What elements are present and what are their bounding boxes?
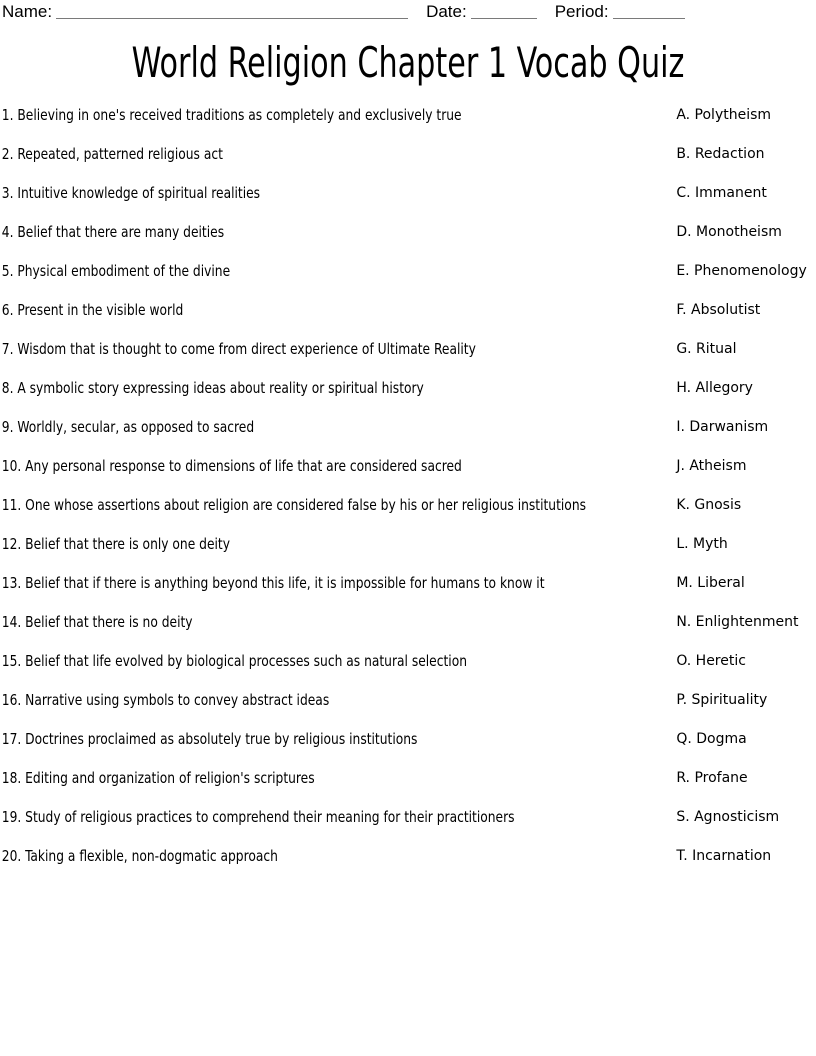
quiz-row [0,806,816,828]
question-item: 10. Any personal response to dimensions of life that are considered sacred [1,457,462,475]
quiz-row [0,143,816,165]
period-label: Period: [554,2,609,21]
question-item: 4. Belief that there are many deities [1,223,225,241]
quiz-row [0,767,816,789]
quiz-row [0,650,816,672]
question-item: 20. Taking a flexible, non-dogmatic approach [1,847,278,865]
quiz-row [0,572,816,594]
quiz-row [0,299,816,321]
question-item: 17. Doctrines proclaimed as absolutely true by religious institutions [1,730,418,748]
quiz-row [0,611,816,633]
quiz-row [0,416,816,438]
quiz-row [0,260,816,282]
answer-choice[interactable]: A. Polytheism [676,107,772,123]
question-item: 19. Study of religious practices to comprehend their meaning for their practitioners [1,808,515,826]
answer-choice[interactable]: I. Darwanism [676,419,769,435]
question-item: 11. One whose assertions about religion are considered false by his or her religious institutions [1,496,586,514]
page-title: World Religion Chapter 1 Vocab Quiz [131,38,685,87]
answer-choice[interactable]: G. Ritual [676,341,737,357]
student-info-header [2,2,782,26]
date-fill-line[interactable] [471,2,537,19]
answer-choice[interactable]: P. Spirituality [676,692,768,708]
question-item: 18. Editing and organization of religion's scriptures [1,769,315,787]
name-fill-line[interactable] [56,2,408,19]
answer-choice[interactable]: N. Enlightenment [676,614,799,630]
date-label: Date: [426,2,467,21]
question-item: 16. Narrative using symbols to convey abstract ideas [1,691,330,709]
quiz-row [0,338,816,360]
answer-choice[interactable]: C. Immanent [676,185,767,201]
answer-choice[interactable]: H. Allegory [676,380,753,396]
quiz-row [0,533,816,555]
answer-choice[interactable]: K. Gnosis [676,497,742,513]
question-item: 6. Present in the visible world [1,301,184,319]
question-item: 3. Intuitive knowledge of spiritual realities [1,184,261,202]
answer-choice[interactable]: S. Agnosticism [676,809,780,825]
question-item: 15. Belief that life evolved by biological processes such as natural selection [1,652,467,670]
question-item: 8. A symbolic story expressing ideas about reality or spiritual history [1,379,424,397]
question-item: 9. Worldly, secular, as opposed to sacred [1,418,255,436]
question-item: 5. Physical embodiment of the divine [1,262,231,280]
answer-choice[interactable]: E. Phenomenology [676,263,807,279]
answer-choice[interactable]: F. Absolutist [676,302,761,318]
answer-choice[interactable]: R. Profane [676,770,748,786]
quiz-row [0,494,816,516]
answer-choice[interactable]: O. Heretic [676,653,746,669]
answer-choice[interactable]: L. Myth [676,536,728,552]
question-item: 12. Belief that there is only one deity [1,535,230,553]
quiz-row [0,455,816,477]
quiz-row [0,845,816,867]
quiz-row [0,689,816,711]
question-item: 1. Believing in one's received traditions as completely and exclusively true [1,106,462,124]
question-item: 14. Belief that there is no deity [1,613,193,631]
quiz-row [0,221,816,243]
name-label: Name: [2,2,53,21]
answer-choice[interactable]: B. Redaction [676,146,765,162]
quiz-row [0,182,816,204]
answer-choice[interactable]: Q. Dogma [676,731,747,747]
quiz-row [0,728,816,750]
answer-choice[interactable]: M. Liberal [676,575,745,591]
quiz-row [0,377,816,399]
question-item: 2. Repeated, patterned religious act [1,145,223,163]
period-fill-line[interactable] [613,2,685,19]
question-item: 13. Belief that if there is anything beyond this life, it is impossible for humans to know it [1,574,545,592]
quiz-row [0,104,816,126]
answer-choice[interactable]: D. Monotheism [676,224,782,240]
answer-choice[interactable]: T. Incarnation [676,848,772,864]
quiz-list [0,104,816,884]
question-item: 7. Wisdom that is thought to come from direct experience of Ultimate Reality [1,340,476,358]
answer-choice[interactable]: J. Atheism [676,458,747,474]
